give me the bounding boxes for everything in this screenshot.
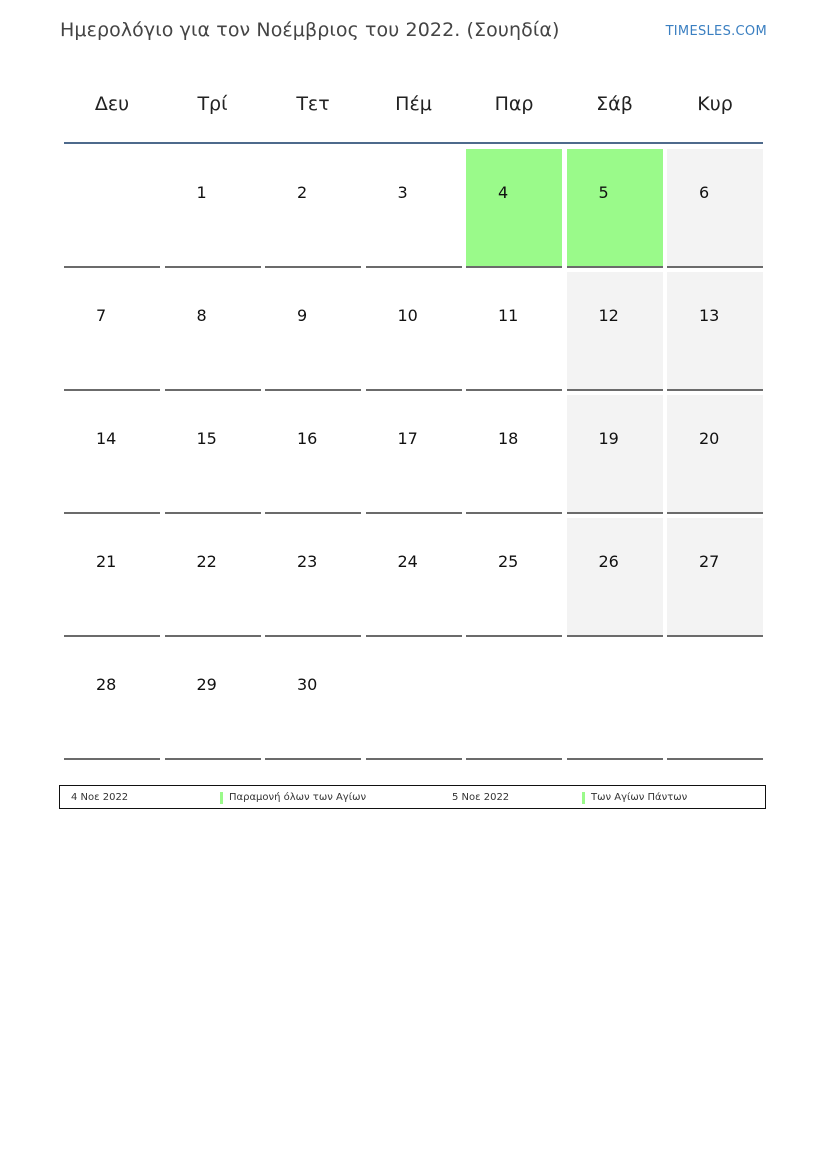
- day-number: 21: [96, 552, 117, 571]
- day-cell: [165, 395, 261, 514]
- holiday-name: Των Αγίων Πάντων: [582, 792, 687, 804]
- day-cell: [366, 395, 462, 514]
- day-number: 14: [96, 429, 117, 448]
- day-cell: [64, 641, 160, 760]
- day-cell: [366, 272, 462, 391]
- day-number: 10: [397, 306, 418, 325]
- day-number: 16: [297, 429, 318, 448]
- day-cell: [265, 395, 361, 514]
- holiday-name: Παραμονή όλων των Αγίων: [220, 792, 366, 804]
- day-cell: [466, 272, 562, 391]
- day-cell: [366, 149, 462, 268]
- day-number: 22: [196, 552, 217, 571]
- weekday-label: Πέμ: [395, 93, 432, 115]
- day-number: 12: [598, 306, 619, 325]
- day-number: 5: [598, 183, 609, 202]
- holiday-date: 5 Νοε 2022: [452, 792, 510, 803]
- weekday-label: Δευ: [94, 93, 130, 115]
- weekend-day-cell: [667, 518, 763, 637]
- holiday-day-cell: [466, 149, 562, 268]
- day-number: 15: [196, 429, 217, 448]
- day-number: 3: [397, 183, 408, 202]
- weekday-header: [64, 64, 763, 144]
- day-cell: [165, 641, 261, 760]
- weekend-day-cell: [667, 149, 763, 268]
- day-number: 6: [699, 183, 710, 202]
- weekend-day-cell: [667, 395, 763, 514]
- calendar-title: Ημερολόγιο για τον Νοέμβριος του 2022. (Σουηδία): [60, 19, 560, 41]
- day-number: 18: [498, 429, 519, 448]
- day-number: 8: [196, 306, 207, 325]
- day-cell: [64, 272, 160, 391]
- day-cell: [567, 641, 663, 760]
- day-cell: [667, 641, 763, 760]
- holiday-legend: [59, 785, 766, 809]
- day-number: 28: [96, 675, 117, 694]
- day-number: 17: [397, 429, 418, 448]
- weekday-label: Τρί: [197, 93, 228, 115]
- day-number: 19: [598, 429, 619, 448]
- weekend-day-cell: [567, 395, 663, 514]
- day-cell: [265, 272, 361, 391]
- day-cell: [265, 641, 361, 760]
- day-cell: [265, 518, 361, 637]
- holiday-day-cell: [567, 149, 663, 268]
- day-cell: [466, 395, 562, 514]
- weekend-day-cell: [667, 272, 763, 391]
- brand-link[interactable]: TIMESLES.COM: [665, 24, 767, 39]
- weekday-label: Τετ: [296, 93, 330, 115]
- day-cell: [466, 641, 562, 760]
- day-grid: [64, 149, 763, 760]
- day-number: 23: [297, 552, 318, 571]
- weekday-label: Παρ: [494, 93, 534, 115]
- day-number: 7: [96, 306, 107, 325]
- day-cell: [165, 518, 261, 637]
- day-cell: [366, 641, 462, 760]
- calendar-table: [64, 64, 763, 760]
- weekend-day-cell: [567, 272, 663, 391]
- day-number: 4: [498, 183, 509, 202]
- day-number: 26: [598, 552, 619, 571]
- day-number: 25: [498, 552, 519, 571]
- day-cell: [165, 272, 261, 391]
- day-number: 11: [498, 306, 519, 325]
- day-number: 20: [699, 429, 720, 448]
- day-cell: [64, 149, 160, 268]
- weekday-label: Κυρ: [697, 93, 733, 115]
- day-cell: [64, 518, 160, 637]
- weekend-day-cell: [567, 518, 663, 637]
- day-cell: [466, 518, 562, 637]
- day-number: 24: [397, 552, 418, 571]
- day-number: 9: [297, 306, 308, 325]
- day-number: 1: [196, 183, 207, 202]
- weekday-label: Σάβ: [596, 93, 633, 115]
- day-number: 2: [297, 183, 308, 202]
- day-number: 29: [196, 675, 217, 694]
- holiday-date: 4 Νοε 2022: [71, 792, 129, 803]
- day-number: 13: [699, 306, 720, 325]
- day-number: 30: [297, 675, 318, 694]
- day-number: 27: [699, 552, 720, 571]
- day-cell: [64, 395, 160, 514]
- day-cell: [165, 149, 261, 268]
- day-cell: [265, 149, 361, 268]
- day-cell: [366, 518, 462, 637]
